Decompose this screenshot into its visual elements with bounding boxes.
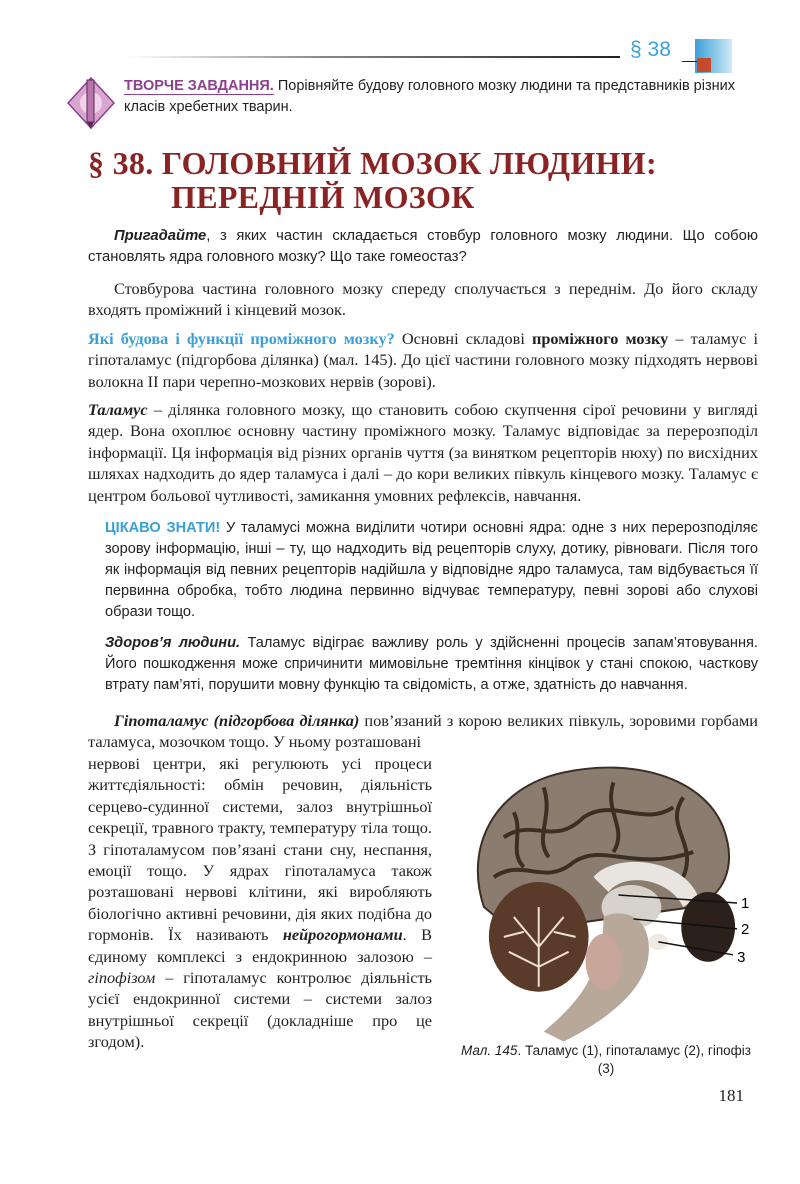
- brain-illustration: [454, 757, 758, 1042]
- health-label: Здоров’я людини.: [105, 635, 241, 652]
- question-heading: Які будова і функції проміжного мозку?: [88, 328, 395, 348]
- pen-diamond-icon: [66, 76, 116, 130]
- header-rule: [125, 56, 620, 58]
- text: Основні складові: [394, 328, 532, 348]
- recall-text: , з яких частин складається стовбур головного мозку людини. Що собою становлять ядра головного мозку? Що таке гомеостаз?: [88, 228, 758, 265]
- title-line-2: ПЕРЕДНІЙ МОЗОК: [171, 179, 475, 215]
- term-thalamus: Таламус: [88, 400, 148, 420]
- corner-line: [682, 61, 698, 62]
- term-pituitary: гіпофізом: [88, 967, 156, 987]
- section-marker: § 38: [630, 38, 671, 61]
- label-2: 2: [741, 920, 750, 938]
- text: – гіпоталамус контролює діяльність усієї ендокринної системи – системи залоз внутрішньої секреції (докладніше про це згодом).: [88, 967, 432, 1052]
- creative-task: [66, 76, 756, 118]
- task-label: ТВОРЧЕ ЗАВДАННЯ.: [124, 78, 274, 94]
- health-note: [105, 633, 758, 696]
- health-text: Таламус відіграє важливу роль у здійсненні процесів запам’ятовування. Його пошкодження може спричинити мимовільне тремтіння кінцівок у стані спокою, часткову втрату пам’яті, порушити мовну функцію та свідомість, а отже, здатність до навчання.: [105, 635, 758, 694]
- interesting-fact: [105, 518, 758, 623]
- title-line-1: § 38. ГОЛОВНИЙ МОЗОК ЛЮДИНИ:: [88, 145, 657, 181]
- caption-number: Мал. 145: [461, 1042, 518, 1058]
- text: – таламус і гіпоталамус (підгорбова ділянка) (мал. 145). До цієї частини головного мозку підходять нервові волокна ІІ пари черепно-мозкових нервів (зорові).: [88, 328, 758, 391]
- corner-square: [697, 58, 711, 72]
- fact-text: У таламусі можна виділити чотири основні ядра: одне з них перерозподіляє зорову інформацію, інші – ту, що надходить від рецепторів слуху, дотику, рівноваги. Після того як інформація від певних рецепторів надійшла у відповідне ядро таламуса, там відбувається її первинна обробка, тобто людина первинно відчуває температуру, певні зорові або слухові образи тощо.: [105, 520, 758, 621]
- text: . В єдиному комплексі з ендокринною залозою –: [88, 925, 432, 966]
- label-3: 3: [737, 948, 746, 966]
- text: нервові центри, які регулюють усі процеси життєдіяльності: обмін речовин, діяльність серцево-судинної системи, залоз внутрішньої секреції, травного тракту, температуру тіла тощо. З гіпоталамусом пов’язані стани сну, неспання, емоції тощо. У ядрах гіпоталамуса також розташовані нервові клітини, які виробляють біологічно активні речовини, дія яких подібна до гормонів. Їх називають: [88, 753, 432, 945]
- page-title: [88, 146, 758, 214]
- paragraph-intro: Стовбурова частина головного мозку спереду сполучається з переднім. До його складу входять проміжний і кінцевий мозок.: [88, 279, 758, 320]
- paragraph-thalamus: [88, 399, 758, 506]
- text: пов’язаний з корою великих півкуль, зоровими горбами таламуса, мозочком тощо. У ньому розташовані: [88, 711, 758, 752]
- recall-paragraph: [88, 226, 758, 268]
- text: – ділянка головного мозку, що становить собою скупчення сірої речовини у вигляді ядер. Вона охоплює основну частину проміжного мозку. Таламус відповідає за перерозподіл інформації. Ця інформація від різних органів чуття (за винятком рецепторів нюху) по висхідних шляхах надходить до ядер таламуса і далі – до кори великих півкуль кінцевого мозку. Таламус є центром больової чутливості, замикання умовних рефлексів, навчання.: [88, 400, 758, 505]
- page-content: [88, 146, 758, 1106]
- term-diencephalon: проміжного мозку: [532, 328, 669, 348]
- caption-text: . Таламус (1), гіпоталамус (2), гіпофіз (3): [517, 1042, 751, 1076]
- figure-caption: [454, 1042, 758, 1078]
- figure: [454, 757, 758, 1078]
- text-figure-row: [88, 753, 758, 1078]
- task-text: Порівняйте будову головного мозку людини та представників різних класів хребетних тварин.: [124, 78, 735, 115]
- term-neurohormones: нейрогормонами: [282, 925, 403, 945]
- paragraph-hypothalamus: [88, 710, 758, 753]
- paragraph-diencephalon: [88, 328, 758, 392]
- label-1: 1: [741, 894, 750, 912]
- recall-lead: Пригадайте: [114, 228, 207, 244]
- page-number: 181: [718, 1085, 744, 1105]
- term-hypothalamus: Гіпоталамус (підгорбова ділянка): [114, 711, 360, 731]
- fact-label: ЦІКАВО ЗНАТИ!: [105, 520, 221, 537]
- paragraph-hypothalamus-cont: [88, 753, 432, 1053]
